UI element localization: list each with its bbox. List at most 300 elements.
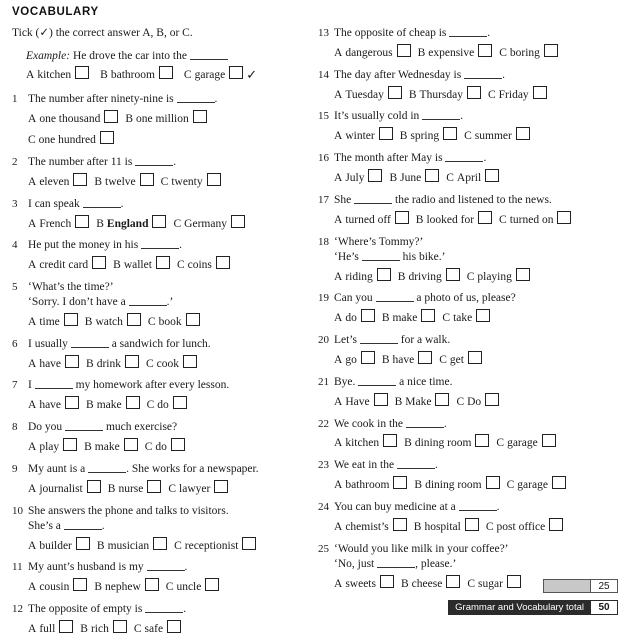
option-checkbox[interactable] [167,620,181,633]
option-letter: A [334,88,343,101]
option-text: do [157,399,169,412]
option[interactable] [86,355,139,372]
option-checkbox[interactable] [92,256,106,269]
option-letter: A [334,479,343,492]
option-checkbox[interactable] [76,537,90,550]
option[interactable] [28,313,78,330]
option-letter: A [334,130,343,143]
option-text: riding [345,270,373,283]
option-checkbox[interactable] [361,309,375,322]
question-item [12,602,304,639]
question-item [318,458,610,495]
option[interactable] [414,476,499,493]
option[interactable] [334,351,375,368]
option-checkbox[interactable] [113,620,127,633]
option[interactable] [334,575,394,592]
instruction-text: Tick (✓) the correct answer A, B, or C. [12,27,193,39]
option-checkbox[interactable] [229,66,243,79]
option-checkbox[interactable] [186,313,200,326]
question-text: It’s usually cold in . [334,110,464,123]
option-checkbox[interactable] [125,355,139,368]
example-option[interactable] [184,66,257,83]
option[interactable] [166,578,220,595]
option[interactable] [86,396,140,413]
option-checkbox[interactable] [242,537,256,550]
option-checkbox[interactable] [544,44,558,57]
option-checkbox[interactable] [152,215,166,228]
option[interactable] [499,44,558,61]
option[interactable] [84,438,138,455]
option-checkbox[interactable] [552,476,566,489]
option-text: nurse [118,482,144,495]
question-subtext: ‘He’s his bike.’ [334,250,446,263]
option[interactable] [398,268,460,285]
option[interactable] [334,518,407,535]
option-checkbox[interactable] [100,131,114,144]
option[interactable] [334,434,397,451]
option[interactable] [334,169,382,186]
option-checkbox[interactable] [87,480,101,493]
question-text: We eat in the . [334,459,438,472]
option-letter: C [146,399,155,412]
option-letter: C [28,134,36,147]
option[interactable] [488,86,547,103]
answer-blank [358,375,396,386]
option-checkbox[interactable] [485,169,499,182]
question-item [12,462,304,499]
option-checkbox[interactable] [65,396,79,409]
option-text: book [158,315,182,328]
question-text: The opposite of cheap is . [334,27,491,39]
option-letter: A [28,113,37,126]
question-text: ‘What’s the time?’ [28,281,114,294]
option-text: make [392,312,418,325]
option-text: hospital [424,520,461,533]
option[interactable] [134,620,181,637]
option-checkbox[interactable] [75,215,89,228]
option-checkbox[interactable] [159,66,173,79]
option[interactable] [80,620,127,637]
option[interactable] [467,575,521,592]
option-checkbox[interactable] [557,211,571,224]
option-checkbox[interactable] [516,268,530,281]
option-letter: B [125,113,133,126]
option[interactable] [168,480,228,497]
option-checkbox[interactable] [486,476,500,489]
question-number: 6 [12,337,18,350]
option-text: looked for [426,213,475,226]
example-prompt [26,49,304,64]
answer-blank [147,560,185,571]
option-letter: A [26,69,35,82]
option[interactable] [28,355,79,372]
option-checkbox[interactable] [397,44,411,57]
option-letter: C [176,259,185,272]
total-value: 50 [590,600,618,615]
option[interactable] [416,211,492,228]
option-checkbox[interactable] [374,393,388,406]
question-number: 3 [12,197,18,210]
option-checkbox[interactable] [435,393,449,406]
question-text: ‘Where’s Tommy?’ [334,235,424,248]
option[interactable] [496,434,555,451]
option[interactable] [456,393,499,410]
option-checkbox[interactable] [485,393,499,406]
question-item [318,333,610,370]
question-number: 1 [12,93,18,106]
answer-blank [449,26,487,37]
option[interactable] [446,169,499,186]
option-checkbox[interactable] [126,396,140,409]
question-number: 8 [12,421,18,434]
option[interactable] [334,211,409,228]
question-subtext: She’s a . [28,519,105,532]
question-number: 17 [318,193,329,206]
option-checkbox[interactable] [383,434,397,447]
option[interactable] [389,169,439,186]
option-letter: B [399,130,408,143]
option-letter: B [381,354,390,367]
option[interactable] [28,537,90,554]
option-checkbox[interactable] [207,173,221,186]
option[interactable] [464,127,530,144]
right-question-list [318,26,610,593]
option[interactable] [507,476,566,493]
option-text: Tuesday [345,88,384,101]
option-checkbox[interactable] [476,309,490,322]
option[interactable] [28,215,89,232]
option-text: drink [96,357,121,370]
question-text: I can speak . [28,197,124,210]
option-letter: B [413,520,422,533]
option-checkbox[interactable] [73,173,87,186]
option-checkbox[interactable] [393,518,407,531]
question-item [318,68,610,105]
option[interactable] [177,256,230,273]
option[interactable] [113,256,170,273]
question-item [12,420,304,457]
option-letter: B [84,441,92,454]
option-letter: B [415,213,424,226]
option[interactable] [174,537,256,554]
option-checkbox[interactable] [216,256,230,269]
option-letter: A [334,437,343,450]
option-checkbox[interactable] [205,578,219,591]
option-letter: A [334,577,343,590]
option-text: wallet [123,259,152,272]
option-checkbox[interactable] [65,355,79,368]
option-checkbox[interactable] [388,86,402,99]
option-text: Have [345,395,370,408]
option[interactable] [334,44,411,61]
section-score-value: 25 [590,579,618,593]
question-options [28,618,304,639]
question-item [318,291,610,328]
option-checkbox[interactable] [478,211,492,224]
option-text: driving [408,270,442,283]
option-text: take [453,312,473,325]
option-letter: C [147,315,156,328]
question-item [318,500,610,537]
option-checkbox[interactable] [104,110,118,123]
option-text: bathroom [345,479,390,492]
option-checkbox[interactable] [478,44,492,57]
option-checkbox[interactable] [421,309,435,322]
answer-blank [88,462,126,473]
option-letter: C [466,270,475,283]
option-checkbox[interactable] [173,396,187,409]
option[interactable] [439,351,482,368]
option-checkbox[interactable] [153,537,167,550]
option-text: cook [156,357,180,370]
option-checkbox[interactable] [145,578,159,591]
question-item [318,375,610,412]
option-letter: B [94,175,102,188]
option-text: twenty [171,175,203,188]
question-number: 24 [318,501,329,514]
option[interactable] [96,215,166,232]
option-letter: A [334,46,343,59]
left-column [12,26,304,644]
option-letter: B [397,270,406,283]
option[interactable] [28,480,101,497]
option[interactable] [28,173,87,190]
example-options [26,65,304,83]
option[interactable] [108,480,162,497]
answer-blank [64,519,102,530]
option-checkbox[interactable] [468,351,482,364]
option-text: lawyer [179,482,211,495]
option-text: uncle [176,581,202,594]
option-letter: C [173,217,182,230]
option[interactable] [28,578,87,595]
option-checkbox[interactable] [124,438,138,451]
question-text: We cook in the . [334,417,447,430]
option[interactable] [28,396,79,413]
question-subtext: ‘Sorry. I don’t have a .’ [28,295,174,308]
option-checkbox[interactable] [193,110,207,123]
option-text: April [456,172,482,185]
option-checkbox[interactable] [418,351,432,364]
question-number: 23 [318,459,329,472]
option-checkbox[interactable] [63,438,77,451]
option-text: French [39,217,72,230]
question-text: I usually a sandwich for lunch. [28,337,211,350]
option-checkbox[interactable] [549,518,563,531]
answer-blank [129,295,167,306]
option-letter: B [86,357,94,370]
option[interactable] [28,131,114,148]
question-options [334,516,610,537]
question-options [334,42,610,63]
question-item [12,197,304,234]
option[interactable] [334,127,393,144]
option-checkbox[interactable] [425,169,439,182]
option-checkbox[interactable] [380,575,394,588]
option[interactable] [125,110,206,127]
option[interactable] [334,393,388,410]
option-checkbox[interactable] [127,313,141,326]
example-block [12,49,304,83]
option-letter: A [334,354,343,367]
option-checkbox[interactable] [64,313,78,326]
option[interactable] [400,127,457,144]
option[interactable] [148,313,200,330]
option-checkbox[interactable] [507,575,521,588]
option-letter: C [133,623,142,635]
option-checkbox[interactable] [395,211,409,224]
answer-blank [397,458,435,469]
option-text: boring [509,46,540,59]
question-text: Bye. a nice time. [334,375,453,388]
option-checkbox[interactable] [59,620,73,633]
option-checkbox[interactable] [73,578,87,591]
option-checkbox[interactable] [368,169,382,182]
option-letter: A [334,172,343,185]
option-letter: C [446,172,454,185]
example-option[interactable] [26,66,89,81]
option-letter: A [28,441,37,454]
option-text: kitchen [345,437,380,450]
option-letter: A [28,399,37,412]
option[interactable] [395,393,450,410]
option-checkbox[interactable] [446,575,460,588]
example-option[interactable] [100,66,173,81]
option-text: make [96,399,122,412]
option[interactable] [147,396,187,413]
option-checkbox[interactable] [147,480,161,493]
option[interactable] [94,578,158,595]
option[interactable] [145,438,185,455]
option-checkbox[interactable] [214,480,228,493]
option[interactable] [334,86,402,103]
option-letter: C [487,88,496,101]
option[interactable] [161,173,221,190]
option-checkbox[interactable] [379,127,393,140]
option[interactable] [97,537,167,554]
option[interactable] [467,268,530,285]
option-checkbox[interactable] [393,476,407,489]
option[interactable] [85,313,141,330]
option-checkbox[interactable] [533,86,547,99]
option[interactable] [334,476,407,493]
option-letter: C [183,69,192,82]
question-options [28,108,304,150]
question-options [28,394,304,415]
question-options [334,307,610,328]
option-letter: A [28,357,37,370]
option-letter: B [107,482,116,495]
question-number: 4 [12,239,18,252]
option[interactable] [382,351,432,368]
option[interactable] [414,518,479,535]
option[interactable] [173,215,244,232]
option-letter: B [84,315,93,328]
option-text: coins [187,259,212,272]
answer-blank [422,109,460,120]
option-letter: B [113,259,121,272]
option-checkbox[interactable] [542,434,556,447]
option-checkbox[interactable] [516,127,530,140]
example-label: Example: [26,50,71,63]
question-number: 25 [318,542,329,555]
option[interactable] [409,86,481,103]
option-text: June [400,172,422,185]
option[interactable] [146,355,197,372]
option[interactable] [382,309,436,326]
option-text: have [39,357,62,370]
option-text: turned on [509,213,554,226]
option-text: bathroom [110,69,155,82]
left-question-list [12,92,304,638]
question-item [12,337,304,374]
question-number: 10 [12,504,23,517]
option[interactable] [442,309,490,326]
question-text: I my homework after every lesson. [28,379,230,392]
option-checkbox[interactable] [171,438,185,451]
question-text: The day after Wednesday is . [334,68,505,81]
option-checkbox[interactable] [475,434,489,447]
option[interactable] [499,211,571,228]
option-text: eleven [39,175,70,188]
option-checkbox[interactable] [467,86,481,99]
option-checkbox[interactable] [446,268,460,281]
option-checkbox[interactable] [183,355,197,368]
option[interactable] [418,44,493,61]
option-letter: C [496,437,505,450]
option-checkbox[interactable] [231,215,245,228]
option[interactable] [401,575,460,592]
answer-blank [464,68,502,79]
question-text: You can buy medicine at a . [334,501,500,514]
answer-blank [459,500,497,511]
option-letter: C [145,357,154,370]
option[interactable] [334,268,391,285]
option[interactable] [28,110,118,127]
option[interactable] [28,256,106,273]
option-checkbox[interactable] [443,127,457,140]
option[interactable] [404,434,489,451]
question-number: 21 [318,375,329,388]
option[interactable] [28,438,77,455]
option-checkbox[interactable] [75,66,89,79]
option-checkbox[interactable] [156,256,170,269]
option-checkbox[interactable] [361,351,375,364]
option-text: one million [136,113,189,126]
option[interactable] [334,309,375,326]
option[interactable] [94,173,153,190]
option-checkbox[interactable] [377,268,391,281]
question-item [12,155,304,192]
option-text: nephew [105,581,141,594]
option[interactable] [28,620,73,637]
question-options [28,254,304,275]
option-letter: C [160,175,169,188]
option-letter: A [28,539,37,552]
option-letter: B [96,539,105,552]
question-text: He put the money in his . [28,239,182,252]
option-letter: B [94,581,103,594]
option-letter: C [165,581,174,594]
option[interactable] [486,518,563,535]
question-number: 20 [318,334,329,347]
question-number: 16 [318,152,329,165]
question-text: Do you much exercise? [28,421,178,434]
option-checkbox[interactable] [465,518,479,531]
option-checkbox[interactable] [140,173,154,186]
question-options [28,213,304,234]
option-letter: B [394,395,403,408]
